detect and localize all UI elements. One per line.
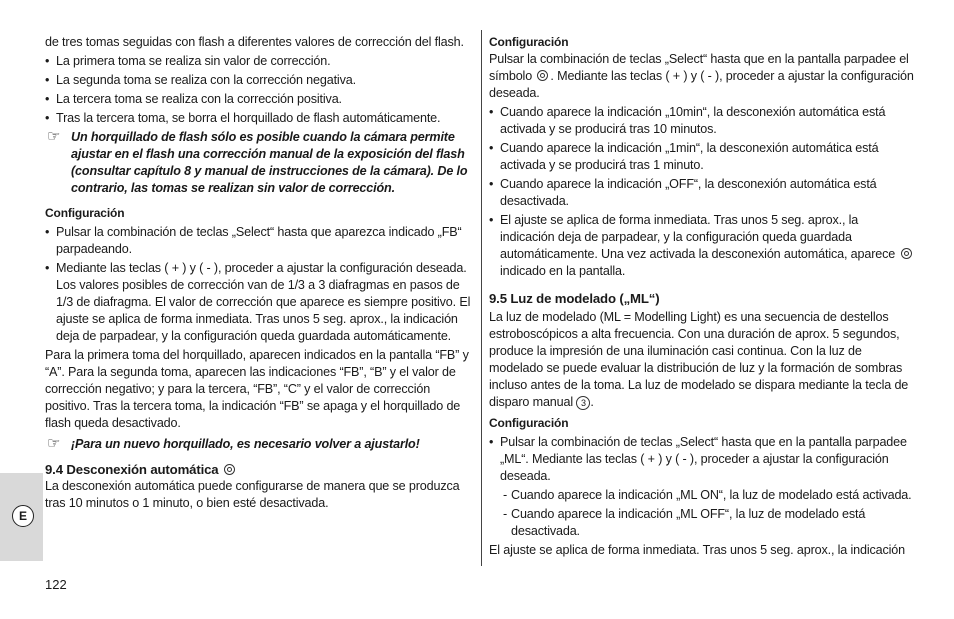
list-item-text: El ajuste se aplica de forma inmediata. Tras unos 5 seg. aprox., la indicación deja de parpadear, y la configuración queda guardada automáticamente. Una vez activada la desconexión automática, aparece <box>500 213 896 261</box>
auto-off-icon <box>224 464 235 475</box>
language-tab-letter: E <box>12 505 34 527</box>
config-list <box>489 434 914 485</box>
config-heading: Configuración <box>45 206 125 220</box>
list-item: • Tras la tercera toma, se borra el horquillado de flash automáticamente. <box>45 110 475 127</box>
dash-list <box>489 487 914 540</box>
section-title: 9.4 Desconexión automática <box>45 462 219 477</box>
note-text: Un horquillado de flash sólo es posible cuando la cámara permite ajustar en el flash una corrección manual de la exposición del flash (consultar capítulo 8 y manual de instrucciones de la cámara). De lo contrario, las tomas se realizan sin valor de corrección. <box>71 130 468 195</box>
pointing-hand-icon: ☞ <box>47 435 61 452</box>
final-text: El ajuste se aplica de forma inmediata. Tras unos 5 seg. aprox., la indicación <box>489 543 906 557</box>
config-heading: Configuración <box>489 35 569 49</box>
button-reference-badge: 3 <box>576 396 590 410</box>
config-heading: Configuración <box>489 416 569 430</box>
section-heading <box>45 461 475 478</box>
list-item: - Cuando aparece la indicación „ML OFF“, la luz de modelado está desactivada. <box>503 506 914 540</box>
list-item: • Pulsar la combinación de teclas „Select“ hasta que en la pantalla parpadee „ML“. Mediante las teclas ( + ) y ( - ), proceder a ajustar la configuración deseada. <box>489 434 914 485</box>
note-block <box>45 436 475 453</box>
shots-list <box>45 53 475 127</box>
column-divider <box>481 30 482 566</box>
list-item: - Cuando aparece la indicación „ML ON“, la luz de modelado está activada. <box>503 487 914 504</box>
paragraph-text: Para la primera toma del horquillado, aparecen indicados en la pantalla “FB” y “A”. Para la segunda toma, aparecen las indicaciones “FB”, “B” y el valor de corrección negativo; y para la tercera, “FB”, “C” y el valor de corrección positivo. Tras la tercera toma, la indicación “FB” se apaga y el horquillado de flash queda desactivado. <box>45 348 469 430</box>
config-intro-text-end: . Mediante las teclas ( + ) y ( - ), proceder a ajustar la configuración deseada. <box>489 69 914 100</box>
config-intro-text: Pulsar la combinación de teclas „Select“ hasta que en la pantalla parpadee el símbolo <box>489 52 909 83</box>
list-item: • La segunda toma se realiza con la corrección negativa. <box>45 72 475 89</box>
list-item: • La tercera toma se realiza con la corrección positiva. <box>45 91 475 108</box>
section-text <box>489 309 914 411</box>
list-item: • Cuando aparece la indicación „OFF“, la desconexión automática está desactivada. <box>489 176 914 210</box>
section-text-end: . <box>590 395 594 409</box>
list-item-text-end: indicado en la pantalla. <box>500 264 626 278</box>
pointing-hand-icon: ☞ <box>47 128 61 145</box>
list-item <box>489 212 914 280</box>
section-text: La desconexión automática puede configurarse de manera que se produzca tras 10 minutos o 1 minuto, o bien esté desactivada. <box>45 479 460 510</box>
list-item: • Cuando aparece la indicación „10min“, la desconexión automática está activada y se producirá tras 10 minutos. <box>489 104 914 138</box>
section-heading: 9.5 Luz de modelado („ML“) <box>489 291 660 306</box>
note-block <box>45 129 475 197</box>
auto-off-icon <box>537 70 548 81</box>
page-number: 122 <box>45 577 67 592</box>
config-list <box>489 104 914 280</box>
list-item: • Mediante las teclas ( + ) y ( - ), proceder a ajustar la configuración deseada. Los valores posibles de corrección van de 1/3 a 3 diafragmas en pasos de 1/3 de diafragma. El valor de corrección que aparece es siempre positivo. El ajuste se aplica de forma inmediata. Tras unos 5 seg. aprox., la indicación deja de parpadear, y la configuración queda guardada automáticamente. <box>45 260 475 345</box>
section-text-body: La luz de modelado (ML = Modelling Light) es una secuencia de destellos estroboscópicos a alta frecuencia. Con una duración de aprox. 5 segundos, produce la impresión de una iluminación casi continua. Con la luz de modelado se puede evaluar la distribución de luz y la formación de sombras incluso antes de la toma. La luz de modelado se dispara mediante la tecla de disparo manual <box>489 310 909 409</box>
note-text: ¡Para un nuevo horquillado, es necesario volver a ajustarlo! <box>71 437 420 451</box>
right-column <box>489 34 914 559</box>
left-column <box>45 34 475 512</box>
language-tab <box>0 473 43 561</box>
intro-text: de tres tomas seguidas con flash a diferentes valores de corrección del flash. <box>45 35 464 49</box>
list-item: • Pulsar la combinación de teclas „Select“ hasta que aparezca indicado „FB“ parpadeando. <box>45 224 475 258</box>
auto-off-icon <box>901 248 912 259</box>
config-intro <box>489 51 914 102</box>
list-item: • Cuando aparece la indicación „1min“, la desconexión automática está activada y se producirá tras 1 minuto. <box>489 140 914 174</box>
config-list <box>45 224 475 345</box>
list-item: • La primera toma se realiza sin valor de corrección. <box>45 53 475 70</box>
